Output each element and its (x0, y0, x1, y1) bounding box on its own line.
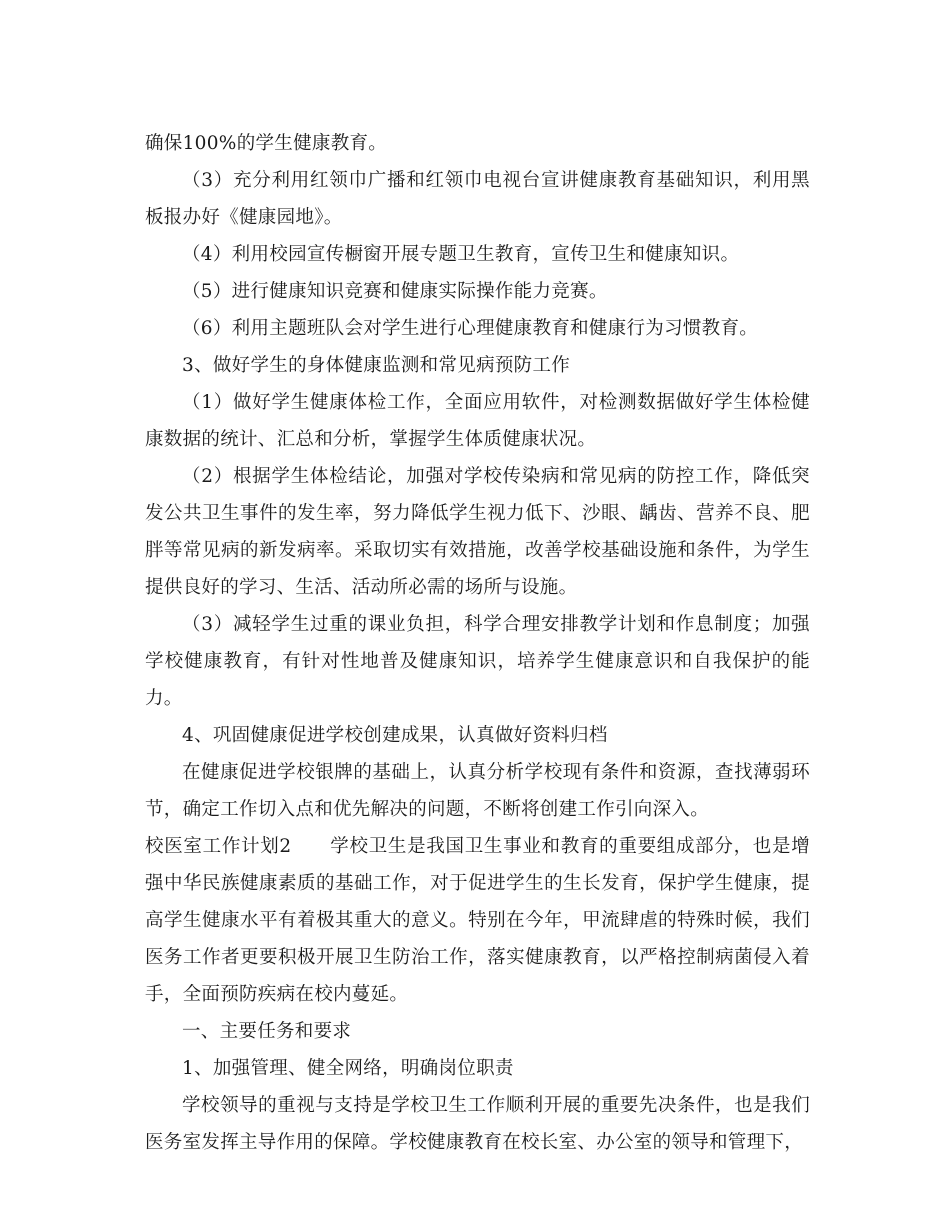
paragraph: 学校领导的重视与支持是学校卫生工作顺利开展的重要先决条件，也是我们医务室发挥主导作用的保障。学校健康教育在校长室、办公室的领导和管理下， (145, 1095, 810, 1153)
paragraph: （3）充分利用红领巾广播和红领巾电视台宣讲健康教育基础知识，利用黑板报办好《健康园地》。 (145, 170, 810, 228)
paragraph: （2）根据学生体检结论，加强对学校传染病和常见病的防控工作，降低突发公共卫生事件的发生率，努力降低学生视力低下、沙眼、龋齿、营养不良、肥胖等常见病的新发病率。采取切实有效措施，改善学校基础设施和条件，为学生提供良好的学习、生活、活动所必需的场所与设施。 (145, 466, 810, 598)
paragraph: （1）做好学生健康体检工作，全面应用软件，对检测数据做好学生体检健康数据的统计、汇总和分析，掌握学生体质健康状况。 (145, 392, 810, 450)
section-heading: 1、加强管理、健全网络，明确岗位职责 (182, 1058, 514, 1079)
paragraph: 确保100%的学生健康教育。 (145, 133, 388, 154)
paragraph: 在健康促进学校银牌的基础上，认真分析学校现有条件和资源，查找薄弱环节，确定工作切入点和优先解决的问题，不断将创建工作引向深入。 (145, 762, 810, 820)
section-heading: 一、主要任务和要求 (182, 1021, 352, 1042)
paragraph: （5）进行健康知识竞赛和健康实际操作能力竞赛。 (182, 281, 608, 302)
section-heading: 4、巩固健康促进学校创建成果，认真做好资料归档 (182, 725, 608, 746)
section-heading: 3、做好学生的身体健康监测和常见病预防工作 (182, 355, 571, 376)
paragraph: （3）减轻学生过重的课业负担，科学合理安排教学计划和作息制度；加强学校健康教育，有针对性地普及健康知识，培养学生健康意识和自我保护的能力。 (145, 614, 810, 709)
plan-title-paragraph: 校医室工作计划2 学校卫生是我国卫生事业和教育的重要组成部分，也是增强中华民族健康素质的基础工作，对于促进学生的生长发育，保护学生健康，提高学生健康水平有着极其重大的意义。特别在今年，甲流肆虐的特殊时候，我们医务工作者更要积极开展卫生防治工作，落实健康教育，以严格控制病菌侵入着手，全面预防疾病在校内蔓延。 (145, 836, 810, 1005)
document-body (145, 125, 810, 1161)
paragraph: （4）利用校园宣传橱窗开展专题卫生教育，宣传卫生和健康知识。 (182, 244, 740, 265)
paragraph: （6）利用主题班队会对学生进行心理健康教育和健康行为习惯教育。 (182, 318, 759, 339)
